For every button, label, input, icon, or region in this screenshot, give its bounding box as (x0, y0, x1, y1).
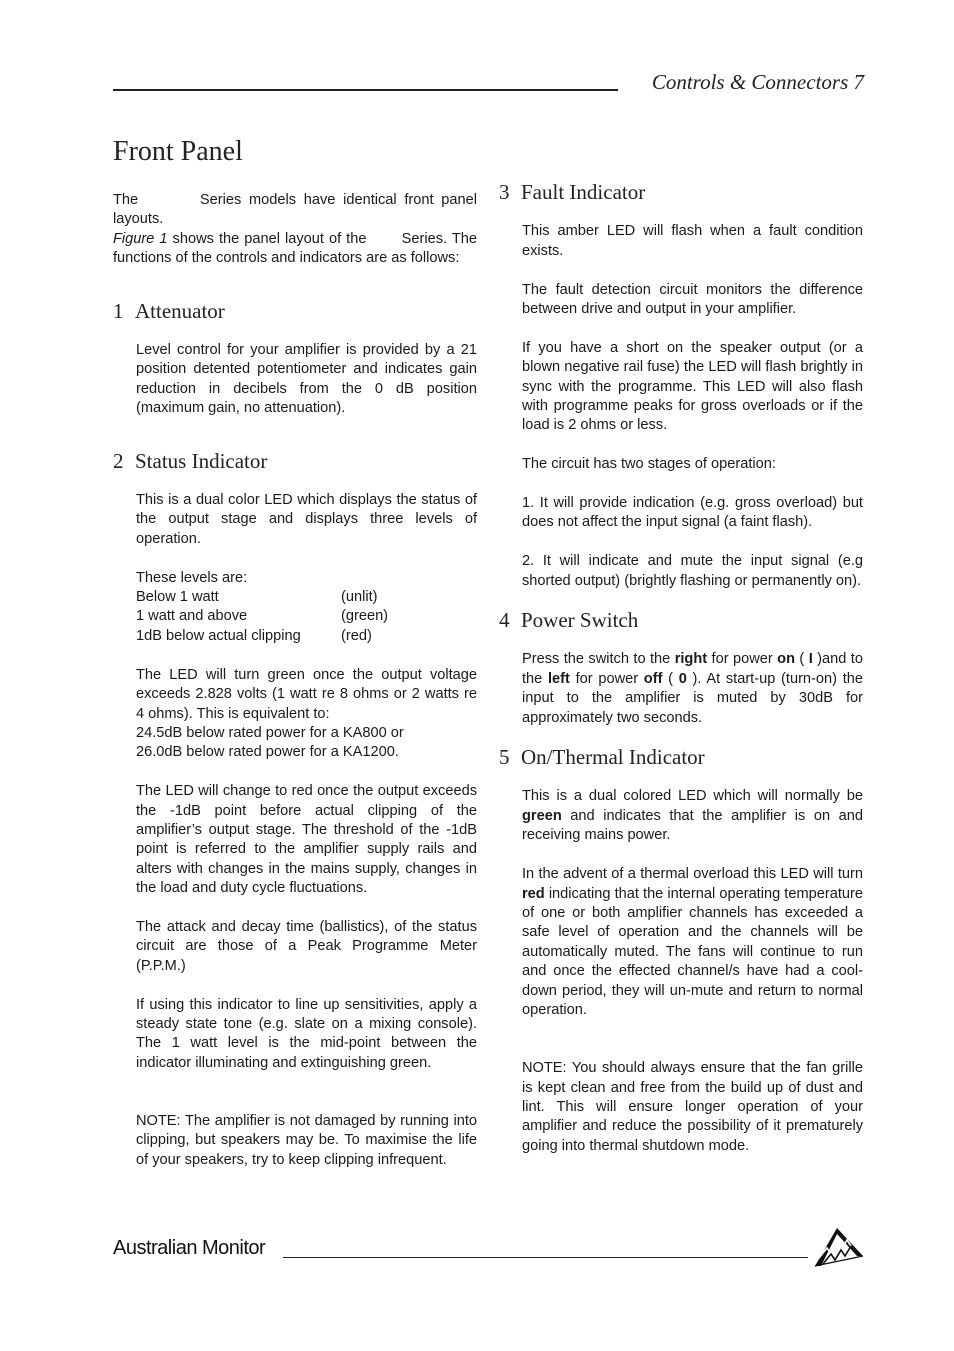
left-column (113, 191, 482, 1170)
right-column (499, 180, 872, 1156)
fault-text-6: 2. It will indicate and mute the input signal (e.g shorted output) (brightly flashing or permanently on). (522, 553, 863, 589)
status-text-4: The LED will change to red once the output exceeds the -1dB point before actual clipping of the amplifier’s output stage. The threshold of the -1dB point is referred to the amplifier supply rails and alters with changes in the mains supply, changes in the load and duty cycle fluctuations. (136, 783, 477, 897)
page-title: Front Panel (113, 136, 243, 167)
thermal-note: NOTE: You should always ensure that the fan grille is kept clean and free from the build up of dust and lint. This will ensure longer operation of your amplifier and reduce the possibility of it prematurely going into thermal shutdown mode. (522, 1060, 863, 1154)
text-run: Press the switch to the (522, 651, 675, 668)
mountain-logo-icon (813, 1224, 865, 1273)
bold-red: red (522, 885, 545, 902)
fault-text-3: If you have a short on the speaker output (or a blown negative rail fuse) the LED will flash brightly in sync with the programme. This LED will also flash with programme peaks for gross overloads or if the load is 2 ohms or less. (522, 339, 863, 434)
status-note: NOTE: The amplifier is not damaged by running into clipping, but speakers may be. To maximise the life of your speakers, try to keep clipping infrequent. (136, 1112, 477, 1168)
level-label: 1 watt and above (136, 608, 248, 625)
intro (113, 191, 482, 269)
section-title: Fault Indicator (521, 180, 646, 204)
status-text-6: If using this indicator to line up sensitivities, apply a steady state tone (e.g. slate on a mixing console). The 1 watt level is the mid-point between the indicator illuminating and extinguishing green. (136, 996, 477, 1071)
fault-text-4: The circuit has two stages of operation: (522, 456, 776, 473)
footer-rule (283, 1257, 808, 1258)
text-run: In the advent of a thermal overload this LED will turn (522, 866, 872, 883)
text-run: ). At start-up (turn-on) the input to the amplifier is muted by 30dB for approximately two seconds. (522, 670, 868, 726)
status-text-3: The LED will turn green once the output voltage exceeds 2.828 volts (1 watt re 8 ohms or 2 watts re 4 ohms). This is equivalent to: (136, 666, 477, 722)
text-run: )and to the (522, 651, 868, 687)
power-switch-text (522, 650, 868, 728)
text-run: indicating that the internal operating temperature of one or both amplifier channels has exceeded a safe level of operation and the channels will be automatically muted. The fans will continue to run and once the effected channel/s have had a cool-down period, they will un-mute and return to normal operation. (522, 885, 868, 1018)
intro-paragraph-figure (113, 230, 482, 269)
bold-on-symbol: I (808, 651, 813, 668)
status-text-3-line2: 26.0dB below rated power for a KA1200. (136, 744, 399, 761)
bold-right: right (674, 651, 708, 668)
section-heading-attenuator (113, 298, 477, 323)
bold-on: on (777, 651, 795, 668)
section-number: 1 (113, 298, 124, 323)
section-number: 5 (499, 745, 510, 770)
section-title: Attenuator (135, 298, 225, 323)
section-title: Status Indicator (135, 448, 268, 473)
level-state: (red) (341, 627, 372, 644)
bold-off: off (643, 670, 663, 687)
text-run: ( (662, 670, 679, 687)
header-rule (113, 89, 618, 91)
figure-reference: Figure 1 (113, 230, 168, 247)
bold-left: left (548, 670, 570, 687)
attenuator-text: Level control for your amplifier is provided by a 21 position detented potentiometer and indicates gain reduction in decibels from the 0 dB position (maximum gain, no attenuation). (136, 342, 477, 417)
text-run: and indicates that the amplifier is on and receiving mains power. (522, 807, 868, 844)
bold-green: green (522, 807, 562, 824)
footer-brand: Australian Monitor (113, 1237, 266, 1259)
status-text-1: This is a dual color LED which displays the status of the output stage and displays three levels of operation. (136, 492, 477, 547)
section-title: On/Thermal Indicator (521, 745, 705, 770)
intro-paragraph: The Series models have identical front panel layouts. (113, 192, 482, 228)
intro-figure-text: shows the panel layout of the Series. The functions of the controls and indicators are as follows: (113, 230, 482, 267)
text-run: for power (569, 670, 644, 687)
text-run: for power (707, 651, 778, 668)
section-number: 2 (113, 448, 124, 473)
section-heading-on-thermal-indicator (499, 745, 863, 770)
section-heading-fault-indicator (499, 180, 863, 204)
text-run: ( (795, 651, 809, 668)
section-heading-power-switch (499, 608, 863, 633)
fault-text-5: 1. It will provide indication (e.g. gross overload) but does not affect the input signal (a faint flash). (522, 495, 863, 531)
bold-off-symbol: 0 (678, 670, 687, 687)
text-run: This is a dual colored LED which will normally be (522, 788, 868, 805)
status-text-5: The attack and decay time (ballistics), of the status circuit are those of a Peak Programme Meter (P.P.M.) (136, 918, 477, 974)
section-title: Power Switch (521, 608, 639, 633)
section-number: 4 (499, 608, 510, 633)
level-label: Below 1 watt (136, 589, 219, 606)
fault-text-2: The fault detection circuit monitors the difference between drive and output in your amplifier. (522, 281, 863, 318)
level-state: (unlit) (341, 589, 378, 606)
levels-table (136, 588, 477, 646)
status-text-3-line1: 24.5dB below rated power for a KA800 or (136, 724, 404, 741)
header-title: Controls & Connectors 7 (651, 70, 864, 94)
level-label: 1dB below actual clipping (136, 627, 301, 644)
level-state: (green) (341, 608, 389, 625)
fault-text-1: This amber LED will flash when a fault condition exists. (522, 223, 863, 259)
section-number: 3 (499, 180, 510, 204)
thermal-text-2 (522, 865, 872, 1020)
levels-intro: These levels are: (136, 569, 248, 586)
thermal-text-1 (522, 787, 868, 845)
section-heading-status-indicator (113, 448, 477, 473)
